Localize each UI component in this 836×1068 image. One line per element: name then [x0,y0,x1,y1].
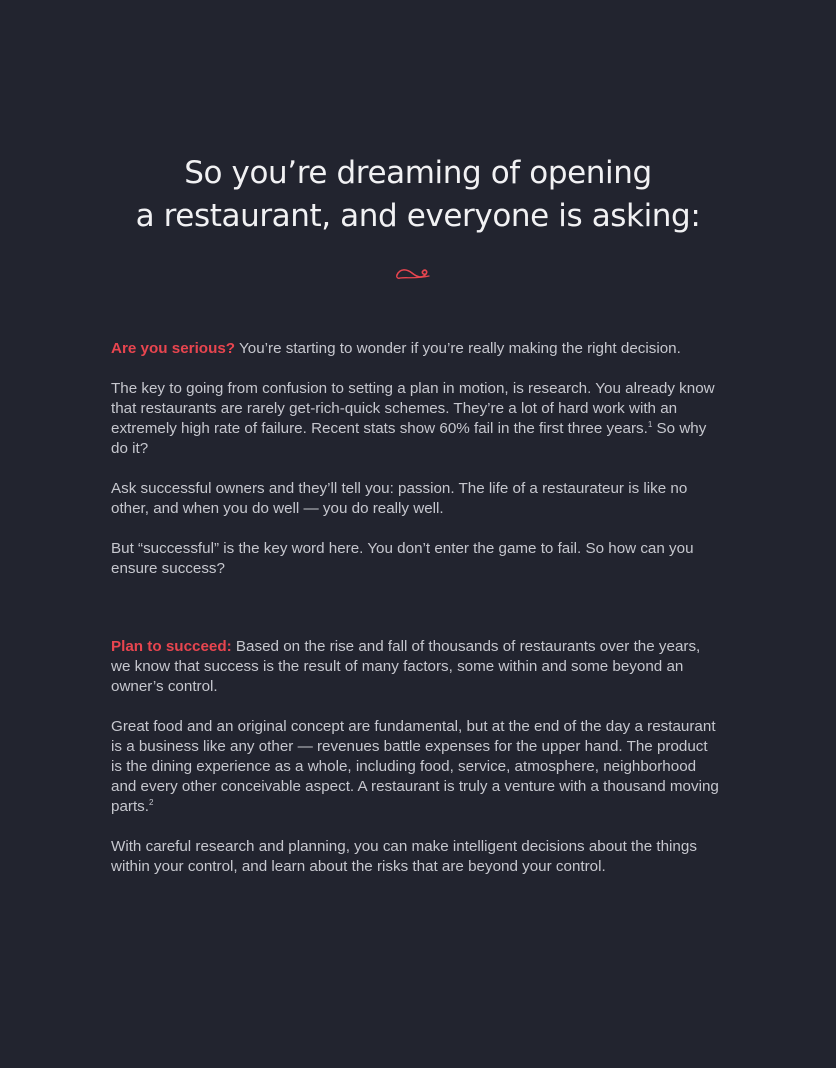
lead-phrase: Plan to succeed: [111,638,232,655]
paragraph-text: The key to going from confusion to setting a plan in motion, is research. You already know that restaurants are rarely get-rich-quick schemes. They’re a lot of hard work with an extremely high rate of failure. Recent stats show 60% fail in the first three years. [111,380,715,437]
paragraph-text: So why do it? [111,420,707,457]
paragraph-text: Great food and an original concept are fundamental, but at the end of the day a restaurant is a business like any other — revenues battle expenses for the upper hand. The product is the dining experience as a whole, including food, service, atmosphere, neighborhood and every other conceivable aspect. A restaurant is truly a venture with a thousand moving parts. [111,718,719,815]
paragraph [111,637,719,697]
lead-phrase: Are you serious? [111,340,236,357]
paragraph: But “successful” is the key word here. You don’t enter the game to fail. So how can you ensure success? [111,540,694,577]
paragraph: Ask successful owners and they’ll tell you: passion. The life of a restaurateur is like no other, and when you do well — you do really well. [111,480,688,517]
title-line-2: a restaurant, and everyone is asking: [135,198,701,234]
section-are-you-serious [111,339,719,599]
footnote-ref: 1 [647,419,653,429]
paragraph [111,379,719,459]
paragraph: With careful research and planning, you can make intelligent decisions about the things within your control, and learn about the risks that are beyond your control. [111,838,697,875]
paragraph [111,339,719,359]
flourish-icon [394,264,432,284]
page-title [0,152,836,238]
paragraph-text: You’re starting to wonder if you’re really making the right decision. [235,340,681,357]
title-line-1: So you’re dreaming of opening [184,155,652,191]
paragraph [111,717,719,817]
footnote-ref: 2 [148,797,154,807]
paragraph-text: Based on the rise and fall of thousands of restaurants over the years, we know that success is the result of many factors, some within and some beyond an owner’s control. [111,638,701,695]
section-plan-to-succeed [111,637,719,897]
